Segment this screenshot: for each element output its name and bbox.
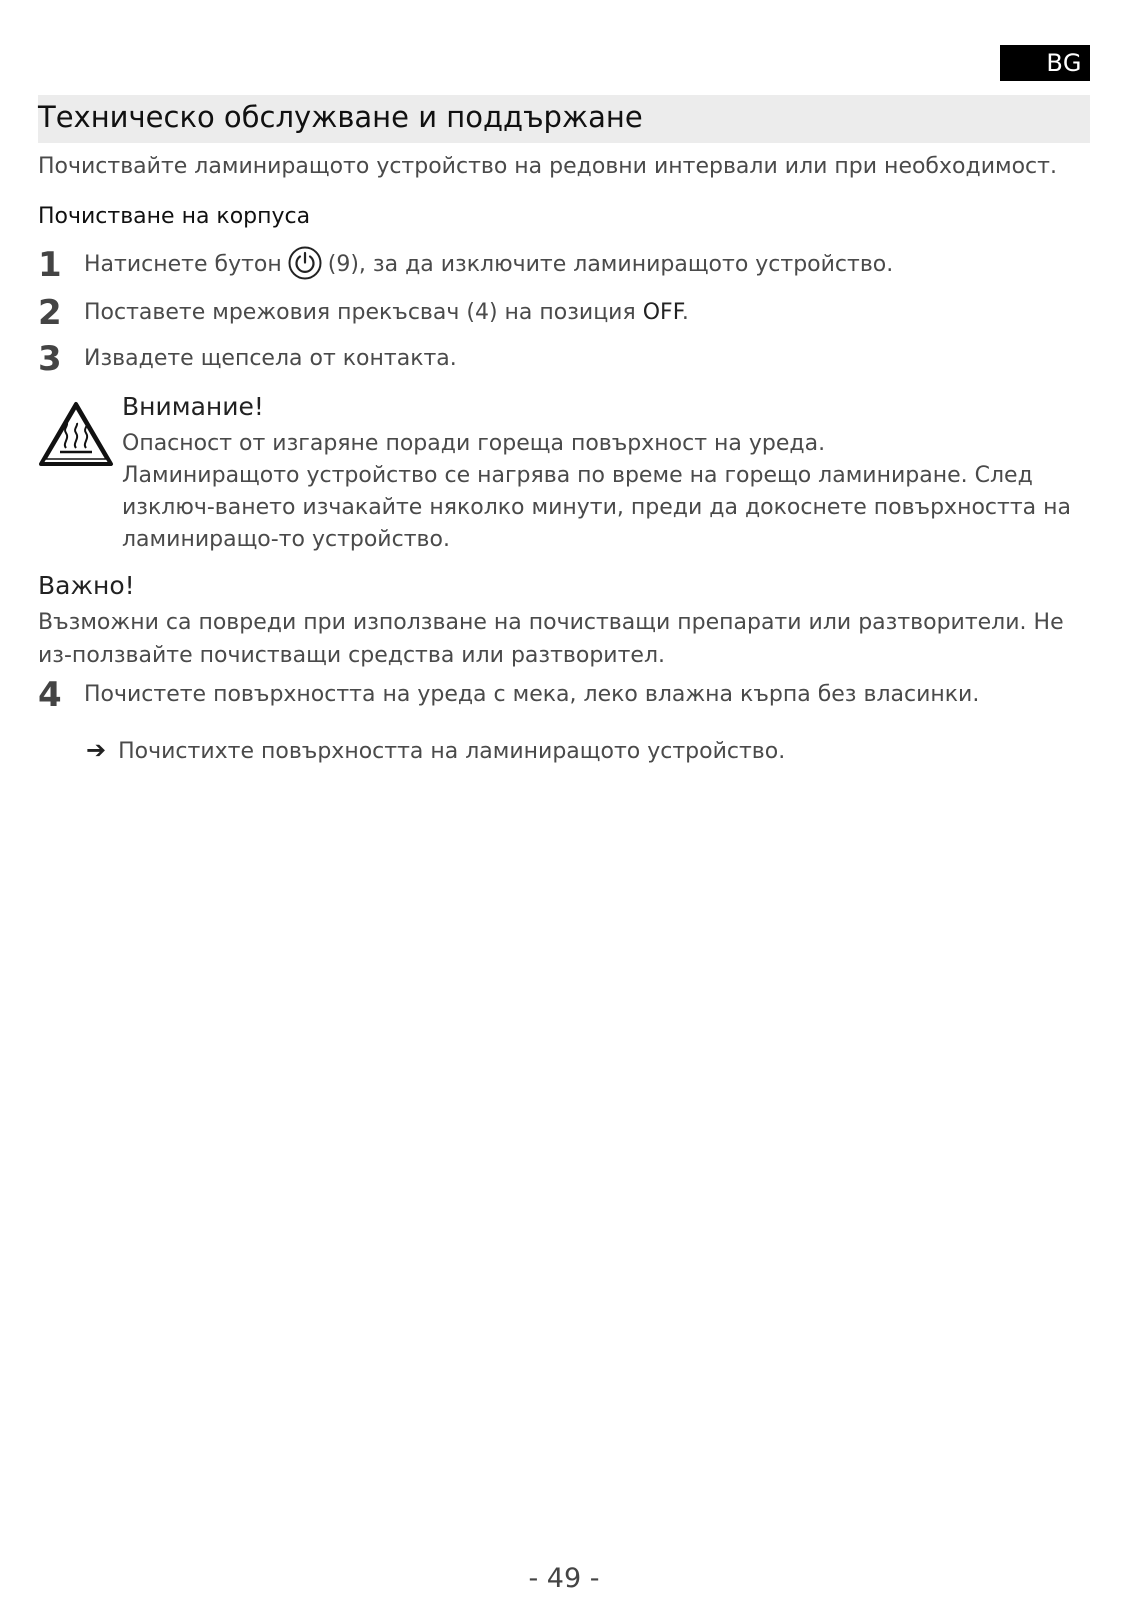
warning-line-1: Опасност от изгаряне поради гореща повърхност на уреда.	[122, 431, 826, 456]
arrow-right-icon: ➔	[86, 736, 107, 764]
step-number: 4	[38, 675, 62, 715]
important-body: Възможни са повреди при използване на почистващи препарати или разтворители. Не из-ползвайте почистващи средства или разтворител.	[38, 610, 1064, 668]
page-number: - 49 -	[528, 1563, 600, 1594]
hot-surface-warning-icon	[38, 400, 114, 468]
step-number: 2	[38, 293, 62, 333]
language-badge: BG	[1000, 45, 1090, 81]
step-2	[38, 291, 1088, 335]
important-title: Важно!	[38, 571, 135, 600]
page-title: Техническо обслужване и поддържане	[38, 100, 643, 134]
step-text	[84, 291, 689, 335]
warning-line-2: Ламиниращото устройство се нагрява по време на горещо ламиниране. След изключ-ването изчакайте няколко минути, преди да докоснете повърхността на ламиниращо-то устройство.	[122, 463, 1071, 552]
result-line	[86, 730, 785, 770]
step-text-before-icon: Натиснете бутон	[84, 252, 282, 277]
power-icon	[288, 246, 322, 280]
result-text: Почистихте повърхността на ламиниращото устройство.	[118, 739, 786, 764]
step-text: Почистете повърхността на уреда с мека, леко влажна кърпа без власинки.	[84, 682, 980, 707]
step-text-main: Поставете мрежовия прекъсвач (4) на позиция	[84, 300, 643, 325]
step-text-after-icon: (9), за да изключите ламиниращото устройство.	[327, 252, 894, 277]
intro-text: Почиствайте ламиниращото устройство на редовни интервали или при необходимост.	[38, 154, 1057, 179]
section-heading: Почистване на корпуса	[38, 204, 311, 229]
off-label: OFF	[642, 300, 682, 325]
step-number: 1	[38, 245, 62, 285]
step-1	[38, 243, 1088, 287]
warning-body	[122, 428, 1090, 556]
warning-title: Внимание!	[122, 392, 264, 421]
step-text: Извадете щепсела от контакта.	[84, 346, 457, 371]
step-text	[84, 243, 893, 287]
step-number: 3	[38, 339, 62, 379]
step-text-end: .	[681, 300, 689, 325]
step-3	[38, 337, 1088, 381]
step-4	[38, 673, 1088, 717]
